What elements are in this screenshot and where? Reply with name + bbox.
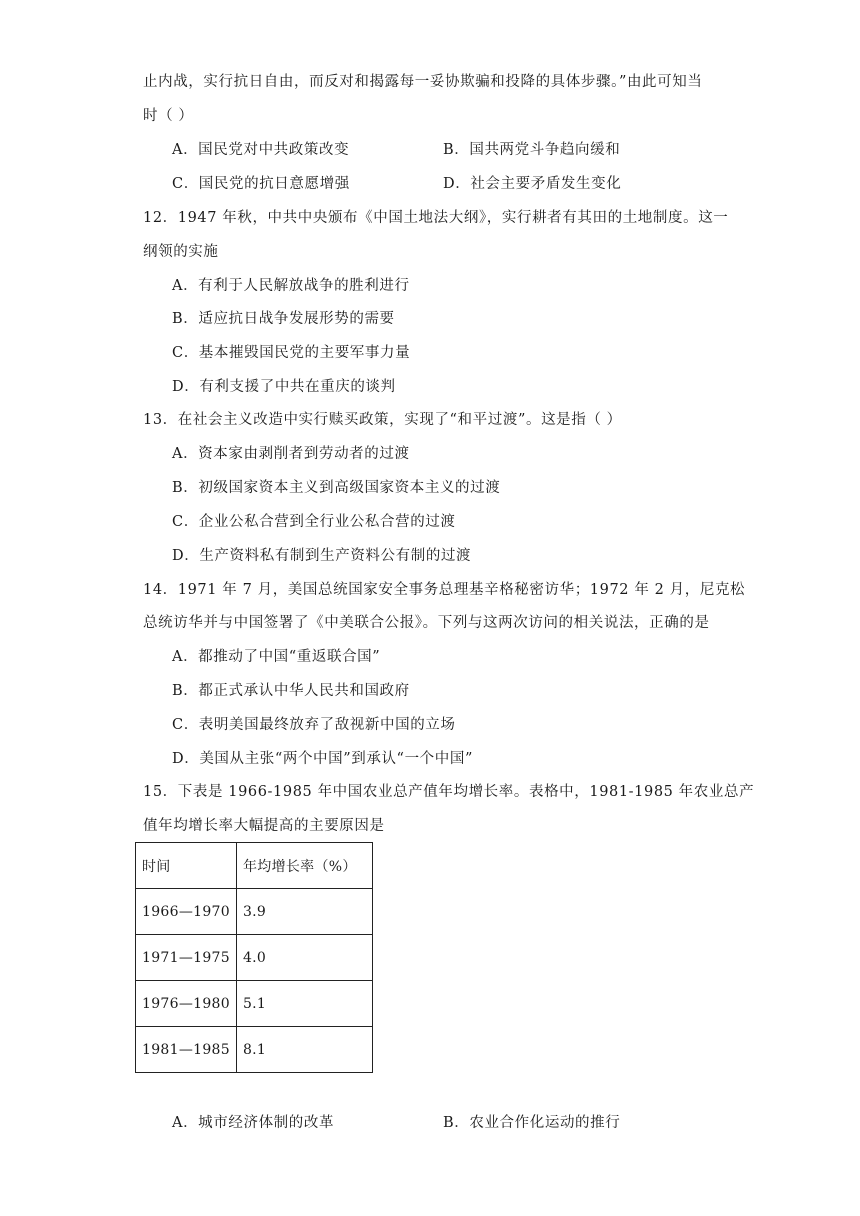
q13-option-c: C．企业公私合营到全行业公私合营的过渡 [172,514,456,530]
q14-option-b: B．都正式承认中华人民共和国政府 [172,683,410,699]
q13-stem-line1: 13．在社会主义改造中实行赎买政策，实现了“和平过渡”。这是指（ ） [143,412,622,428]
q15-option-b: B．农业合作化运动的推行 [443,1115,621,1131]
table-row [136,1027,373,1073]
q11-option-a: A．国民党对中共政策改变 [172,142,350,158]
table-row [136,981,373,1027]
q11-option-c: C．国民党的抗日意愿增强 [172,176,350,192]
table-cell-period: 1981—1985 [136,1027,237,1073]
table-header-cell: 年均增长率（%） [236,843,372,889]
q14-option-a: A．都推动了中国“重返联合国” [172,649,381,665]
q12-option-c: C．基本摧毁国民党的主要军事力量 [172,345,411,361]
growth-rate-table [135,842,373,1073]
q14-option-d: D．美国从主张“两个中国”到承认“一个中国” [172,751,473,767]
q12-option-b: B．适应抗日战争发展形势的需要 [172,311,395,327]
q15-option-a: A．城市经济体制的改革 [172,1115,335,1131]
table-header-row [136,843,373,889]
q13-option-d: D．生产资料私有制到生产资料公有制的过渡 [172,548,472,564]
q15-stem-line1: 15．下表是 1966-1985 年中国农业总产值年均增长率。表格中，1981-1985 年农业总产 [143,784,755,800]
table-cell-rate: 3.9 [236,889,372,935]
q12-option-a: A．有利于人民解放战争的胜利进行 [172,278,410,294]
q11-stem-line1: 止内战，实行抗日自由，而反对和揭露每一妥协欺骗和投降的具体步骤。”由此可知当 [143,74,703,90]
q11-stem-line2: 时（ ） [143,108,194,124]
table-row [136,889,373,935]
q11-option-b: B．国共两党斗争趋向缓和 [443,142,621,158]
table-cell-period: 1971—1975 [136,935,237,981]
q14-option-c: C．表明美国最终放弃了敌视新中国的立场 [172,717,456,733]
q12-stem-line2: 纲领的实施 [143,244,219,260]
table-header-cell: 时间 [136,843,237,889]
table-cell-rate: 4.0 [236,935,372,981]
table-cell-rate: 8.1 [236,1027,372,1073]
q13-option-b: B．初级国家资本主义到高级国家资本主义的过渡 [172,480,501,496]
q13-option-a: A．资本家由剥削者到劳动者的过渡 [172,446,410,462]
table-row [136,935,373,981]
q11-option-d: D．社会主要矛盾发生变化 [443,176,622,192]
q12-stem-line1: 12．1947 年秋，中共中央颁布《中国土地法大纲》，实行耕者有其田的土地制度。这一 [143,210,729,226]
table-cell-period: 1966—1970 [136,889,237,935]
q14-stem-line2: 总统访华并与中国签署了《中美联合公报》。下列与这两次访问的相关说法，正确的是 [143,615,710,631]
q12-option-d: D．有利支援了中共在重庆的谈判 [172,379,396,395]
table-cell-period: 1976—1980 [136,981,237,1027]
q14-stem-line1: 14．1971 年 7 月，美国总统国家安全事务总理基辛格秘密访华；1972 年 2 月，尼克松 [143,582,746,598]
q15-stem-line2: 值年均增长率大幅提高的主要原因是 [143,818,385,834]
table-cell-rate: 5.1 [236,981,372,1027]
